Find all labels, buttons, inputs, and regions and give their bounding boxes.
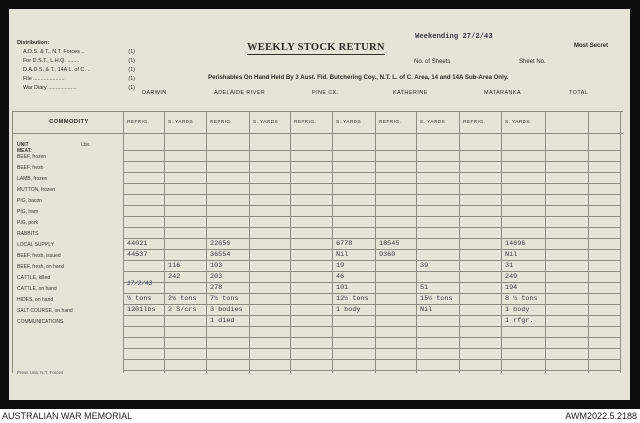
location-pine-ck: PINE CK. [312, 90, 339, 96]
table-row-rule [123, 315, 620, 316]
archive-caption [0, 409, 640, 423]
commodity-row-label: BEEF, fresh, on hand [17, 264, 65, 270]
table-cell-value: 1 rfgr. [505, 317, 534, 325]
column-header: S. YARDS [420, 120, 446, 125]
commodity-row-label: HIDES, on hand [17, 297, 54, 303]
distribution-count: (1) [128, 49, 135, 55]
table-header-rule [12, 133, 623, 134]
distribution-recipient: File ..................... [23, 76, 65, 82]
table-cell-value: 31 [505, 262, 514, 270]
column-header: REFRIG. [127, 120, 150, 125]
location-mataranka: MATARANKA [484, 90, 522, 96]
table-cell-value: ½ tons [127, 295, 152, 303]
table-cell-value: 44021 [127, 240, 148, 248]
distribution-recipient: A.D.S. & T., N.T. Forces .. [23, 49, 85, 55]
table-cell-value: Nil [336, 251, 349, 259]
distribution-row [23, 48, 135, 57]
location-katherine: KATHERINE [393, 90, 428, 96]
table-row-rule [123, 249, 620, 250]
distribution-heading: Distribution: [17, 40, 50, 46]
column-header: REFRIG. [210, 120, 233, 125]
institution-name: AUSTRALIAN WAR MEMORIAL [2, 411, 133, 421]
column-header: REFRIG. [463, 120, 486, 125]
table-row-rule [123, 161, 620, 162]
no-of-sheets-label: No. of Sheets [414, 59, 451, 65]
table-column-rule [620, 111, 621, 373]
table-cell-value: 194 [505, 284, 518, 292]
table-row-rule [123, 205, 620, 206]
column-header: S. YARDS [168, 120, 194, 125]
perishables-heading: Perishables On Hand Held By 3 Aust. Fld. Butchering Coy., N.T. L. of C. Area, 14 and 14A Sub-Area Only. [208, 74, 509, 81]
table-cell-value: 46 [336, 273, 345, 281]
table-cell-value: 15½ tons [420, 295, 453, 303]
table-cell-value: 44537 [127, 251, 148, 259]
table-cell-value: 103 [210, 262, 223, 270]
table-cell-value: 39 [420, 262, 429, 270]
location-darwin: DARWIN [142, 90, 167, 96]
table-cell-value: 14696 [505, 240, 526, 248]
handwritten-date: 17/2/43 [127, 280, 153, 287]
distribution-row [23, 57, 135, 66]
table-cell-value: 101 [336, 284, 349, 292]
distribution-count: (1) [128, 76, 135, 82]
column-header: S. YARDS [336, 120, 362, 125]
table-cell-value: 51 [420, 284, 429, 292]
distribution-count: (1) [128, 58, 135, 64]
table-row-rule [123, 293, 620, 294]
commodity-row-label: PIG, bacon [17, 198, 43, 204]
commodity-row-label: PIG, pork [17, 220, 39, 226]
distribution-recipient: D.A.D.S. & T., 14A L. of C. .. [23, 67, 91, 73]
table-cell-value: 18545 [379, 240, 400, 248]
table-cell-value: 8 ½ tons [505, 295, 538, 303]
commodity-row-label: PIG, ham [17, 209, 39, 215]
distribution-row [23, 66, 135, 75]
commodity-row-label: LAMB, frozen [17, 176, 48, 182]
table-row-rule [123, 216, 620, 217]
table-cell-value: Nil [505, 251, 518, 259]
table-cell-value: 6778 [336, 240, 353, 248]
commodity-header: COMMODITY [49, 119, 89, 125]
table-left-rule [12, 111, 13, 373]
table-cell-value: 1 body [336, 306, 361, 314]
table-cell-value: 12½ tons [336, 295, 369, 303]
commodity-row-label: MUTTON, frozen [17, 187, 55, 193]
commodity-row-label: CATTLE, killed [17, 275, 50, 281]
table-top-rule [12, 111, 623, 112]
commodity-row-label: BEEF, fresh, issued [17, 253, 61, 259]
table-row-rule [123, 370, 620, 371]
column-header: S. YARDS [505, 120, 531, 125]
table-row-rule [123, 238, 620, 239]
table-cell-value: 1 body [505, 306, 530, 314]
table-row-rule [123, 260, 620, 261]
table-row-rule [123, 271, 620, 272]
footer-note: Press Unit, N.T. Forces [17, 370, 64, 375]
commodity-row-label: COMMUNICATIONS [17, 319, 64, 325]
distribution-row [23, 75, 135, 84]
table-cell-value: 22656 [210, 240, 231, 248]
table-row-rule [123, 150, 620, 151]
table-cell-value: 2 S/crs [168, 306, 197, 314]
archive-reference: AWM2022.5.2188 [565, 411, 637, 421]
distribution-recipient: For D.S.T., L.H.Q. ........ [23, 58, 80, 64]
location-total: TOTAL [569, 90, 589, 96]
table-cell-value: 278 [210, 284, 223, 292]
column-header: REFRIG. [379, 120, 402, 125]
table-row-rule [123, 172, 620, 173]
form-title: WEEKLY STOCK RETURN [247, 42, 385, 53]
table-cell-value: 2½ tons [168, 295, 197, 303]
table-cell-value: Nil [420, 306, 433, 314]
distribution-count: (1) [128, 85, 135, 91]
sheet-no-label: Sheet No. [519, 59, 546, 65]
table-row-rule [123, 304, 620, 305]
table-row-rule [123, 194, 620, 195]
distribution-list [23, 48, 135, 93]
table-row-rule [123, 326, 620, 327]
table-cell-value: 203 [210, 273, 223, 281]
table-row-rule [123, 183, 620, 184]
table-cell-value: 3 bodies [210, 306, 243, 314]
distribution-recipient: War Diary ................... [23, 85, 77, 91]
commodity-row-label: LOCAL SUPPLY [17, 242, 54, 248]
document-sheet [9, 9, 630, 400]
table-cell-value: 242 [168, 273, 181, 281]
distribution-row [23, 84, 135, 93]
table-row-rule [123, 282, 620, 283]
location-adelaide-river: ADELAIDE RIVER [214, 90, 266, 96]
commodity-row-label: SALT COURSE, on hand [17, 308, 73, 314]
table-row-rule [123, 227, 620, 228]
column-header: S. YARDS [253, 120, 279, 125]
commodity-row-label: CATTLE, on hand [17, 286, 57, 292]
table-row-rule [123, 359, 620, 360]
classification-label: Most Secret [574, 43, 609, 49]
commodity-row-label: BEEF, fresh [17, 165, 44, 171]
weekending-date: Weekending 27/2/43 [415, 33, 493, 41]
table-cell-value: 7½ tons [210, 295, 239, 303]
table-cell-value: 116 [168, 262, 181, 270]
table-row-rule [123, 337, 620, 338]
table-cell-value: 1 died [210, 317, 235, 325]
meat-label: MEAT: [17, 148, 32, 154]
commodity-row-label: BEEF, frozen [17, 154, 47, 160]
stock-table [9, 105, 630, 375]
commodity-row-label: RABBITS [17, 231, 39, 237]
table-cell-value: 9360 [379, 251, 396, 259]
table-row-rule [123, 348, 620, 349]
table-cell-value: 249 [505, 273, 518, 281]
column-header: REFRIG. [294, 120, 317, 125]
unit-label: UNIT [17, 142, 29, 148]
table-cell-value: 36554 [210, 251, 231, 259]
distribution-count: (1) [128, 67, 135, 73]
distribution-block [17, 39, 49, 48]
lbs-label: Lbs. [81, 142, 91, 148]
table-cell-value: 1201lbs [127, 306, 156, 314]
table-cell-value: 19 [336, 262, 345, 270]
